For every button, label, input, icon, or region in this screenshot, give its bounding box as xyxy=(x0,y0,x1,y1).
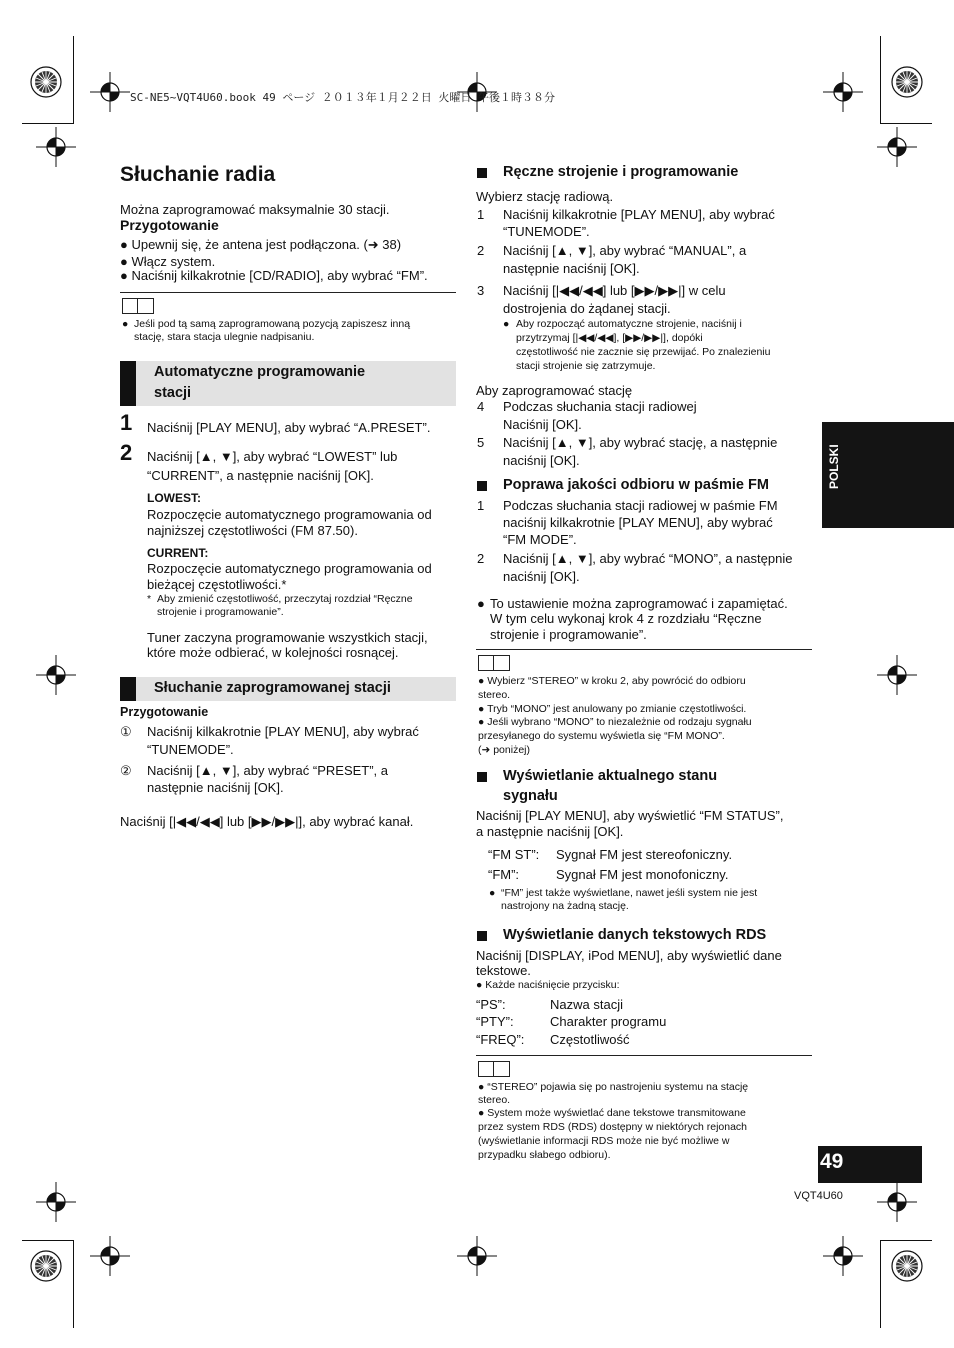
note-text: ● Każde naciśnięcie przycisku: xyxy=(476,979,620,991)
body-text: tekstowe. xyxy=(476,963,531,978)
prep-bullet: ● Upewnij się, że antena jest podłączona. (➜ 38) xyxy=(120,237,402,252)
step-number: 1 xyxy=(477,498,485,513)
note-text: ● Wybierz “STEREO” w kroku 2, aby powrócić do odbioru xyxy=(478,675,746,687)
rds-key: “PTY”: xyxy=(476,1014,514,1029)
subsection-heading: Wyświetlanie danych tekstowych RDS xyxy=(503,927,767,943)
note-text: stereo. xyxy=(478,1094,511,1106)
note-text: Aby rozpocząć automatyczne strojenie, naciśnij i xyxy=(516,318,742,330)
step-number: 4 xyxy=(477,399,485,414)
rds-key: “FREQ”: xyxy=(476,1032,525,1047)
step-text: Naciśnij [▲, ▼], aby wybrać stację, a następnie xyxy=(503,435,778,450)
step-text: naciśnij kilkakrotnie [PLAY MENU], aby wybrać xyxy=(503,515,773,530)
prep-heading: Przygotowanie xyxy=(120,217,219,233)
status-value: Sygnał FM jest monofoniczny. xyxy=(556,867,729,882)
divider xyxy=(476,649,812,650)
body-text: Naciśnij [DISPLAY, iPod MENU], aby wyświetlić dane xyxy=(476,948,782,963)
note-bullet: ● xyxy=(122,318,129,330)
subsection-heading: Poprawa jakości odbioru w paśmie FM xyxy=(503,477,769,493)
option-label: LOWEST: xyxy=(147,491,201,505)
footnote-text: Aby zmienić częstotliwość, przeczytaj rozdział “Ręczne xyxy=(157,593,413,605)
note-text: nastrojony na żadną stację. xyxy=(501,900,629,912)
tuner-text: Tuner zaczyna programowanie wszystkich stacji, xyxy=(147,630,428,645)
note-text: przypadku słabego odbioru). xyxy=(478,1149,611,1161)
step-text: Naciśnij kilkakrotnie [PLAY MENU], aby wybrać xyxy=(503,207,775,222)
section-bar xyxy=(120,677,136,701)
rds-value: Charakter programu xyxy=(550,1014,667,1029)
section-listen-preset xyxy=(120,677,456,701)
note-bullet: ● xyxy=(489,887,496,899)
heading-square-icon xyxy=(477,168,487,178)
status-key: “FM ST”: xyxy=(488,847,540,862)
language-tab-label xyxy=(827,469,841,489)
note-text: przez system RDS (RDS) dostępny w niektórych rejonach xyxy=(478,1121,748,1133)
heading-square-icon xyxy=(477,772,487,782)
note-bullet: ● xyxy=(503,318,510,330)
tuner-text: które może odbierać, w kolejności rosnącej. xyxy=(147,645,399,660)
body-text: Naciśnij [PLAY MENU], aby wyświetlić “FM STATUS”, xyxy=(476,808,784,823)
divider xyxy=(120,292,456,293)
note-text: ● “STEREO” pojawia się po nastrojeniu systemu na stację xyxy=(478,1081,749,1093)
step-text: Podczas słuchania stacji radiowej xyxy=(503,399,697,414)
subsection-heading: Ręczne strojenie i programowanie xyxy=(503,164,739,180)
note-text: przesyłanego do systemu wyświetla się “FM MONO”. xyxy=(478,730,725,742)
step-number: 2 xyxy=(477,243,485,258)
step-text: następnie naciśnij [OK]. xyxy=(147,780,284,795)
status-key: “FM”: xyxy=(488,867,520,882)
language-tab xyxy=(822,422,954,528)
step-text: Podczas słuchania stacji radiowej w paśmie FM xyxy=(503,498,778,513)
note-text: (➜ poniżej) xyxy=(478,744,530,756)
step-text: Naciśnij [▲, ▼], aby wybrać “PRESET”, a xyxy=(147,763,389,778)
note-text: stacji strojenie się zatrzymuje. xyxy=(516,360,656,372)
prep-heading: Przygotowanie xyxy=(120,705,209,719)
model-code: VQT4U60 xyxy=(794,1190,843,1202)
step-text: dostrojenia do żądanej stacji. xyxy=(503,301,671,316)
step-number: 1 xyxy=(120,410,133,435)
option-text: Rozpoczęcie automatycznego programowania od xyxy=(147,561,432,576)
tip-bullet: ● xyxy=(477,596,485,611)
body-text: a następnie naciśnij [OK]. xyxy=(476,824,624,839)
footnote-text: strojenie i programowanie”. xyxy=(157,606,284,618)
step-text: naciśnij [OK]. xyxy=(503,453,580,468)
channel-text: Naciśnij [|◀◀/◀◀] lub [▶▶/▶▶|], aby wybrać kanał. xyxy=(120,814,414,829)
step-number: 3 xyxy=(477,283,485,298)
step-text: Naciśnij [PLAY MENU], aby wybrać “A.PRESET”. xyxy=(147,420,431,435)
divider xyxy=(476,1055,812,1056)
tip-text: W tym celu wykonaj krok 4 z rozdziału “Ręczne xyxy=(490,611,762,626)
prep-bullet: ● Włącz system. xyxy=(120,254,216,269)
note-text: stację, stara stacja ulegnie nadpisaniu. xyxy=(134,331,315,343)
step-number: 2 xyxy=(120,440,133,465)
subsection-heading: Wyświetlanie aktualnego stanu xyxy=(503,768,718,784)
step-text: “TUNEMODE”. xyxy=(147,742,234,757)
step-text: Naciśnij [OK]. xyxy=(503,417,582,432)
status-value: Sygnał FM jest stereofoniczny. xyxy=(556,847,733,862)
book-header: SC-NE5~VQT4U60.book 49 ページ ２０１３年１月２２日 火曜日 午後１時３８分 xyxy=(130,91,555,104)
note-text: przytrzymaj [|◀◀/◀◀], [▶▶/▶▶|], dopóki xyxy=(516,332,703,344)
step-text: Naciśnij kilkakrotnie [PLAY MENU], aby wybrać xyxy=(147,724,419,739)
section-title: stacji xyxy=(154,385,192,401)
circled-number: ① xyxy=(120,724,132,739)
circled-number: ② xyxy=(120,763,132,778)
tip-text: strojenie i programowanie”. xyxy=(490,627,647,642)
tip-text: To ustawienie można zaprogramować i zapamiętać. xyxy=(490,596,788,611)
step-text: Naciśnij [▲, ▼], aby wybrać “MONO”, a następnie xyxy=(503,551,793,566)
step-number: 2 xyxy=(477,551,485,566)
section-title: Słuchanie zaprogramowanej stacji xyxy=(154,680,391,696)
subsection-heading: sygnału xyxy=(503,788,558,804)
note-text: ● System może wyświetlać dane tekstowe transmitowane xyxy=(478,1107,746,1119)
intro-text: Można zaprogramować maksymalnie 30 stacji. xyxy=(120,202,390,217)
note-text: (wyświetlanie informacji RDS może nie być możliwe w xyxy=(478,1135,730,1147)
note-text: stereo. xyxy=(478,689,511,701)
rds-key: “PS”: xyxy=(476,997,506,1012)
body-text: Wybierz stację radiową. xyxy=(476,189,614,204)
page-title: Słuchanie radia xyxy=(120,163,276,186)
note-book-icon xyxy=(478,655,510,671)
step-text: Naciśnij [▲, ▼], aby wybrać “LOWEST” lub xyxy=(147,449,398,464)
heading-square-icon xyxy=(477,481,487,491)
option-label: CURRENT: xyxy=(147,546,209,560)
section-auto-programming xyxy=(120,361,456,406)
step-text: “CURRENT”, a następnie naciśnij [OK]. xyxy=(147,468,374,483)
prep-bullet: ● Naciśnij kilkakrotnie [CD/RADIO], aby wybrać “FM”. xyxy=(120,268,428,283)
page-number: 49 xyxy=(820,1150,844,1173)
footnote-star: * xyxy=(147,593,152,605)
step-text: Naciśnij [▲, ▼], aby wybrać “MANUAL”, a xyxy=(503,243,747,258)
section-bar xyxy=(120,361,136,406)
option-text: bieżącej częstotliwości.* xyxy=(147,577,287,592)
step-text: następnie naciśnij [OK]. xyxy=(503,261,640,276)
option-text: najniższej częstotliwości (FM 87.50). xyxy=(147,523,358,538)
rds-value: Nazwa stacji xyxy=(550,997,623,1012)
note-book-icon xyxy=(478,1061,510,1077)
note-text: ● Jeśli wybrano “MONO” to niezależnie od rodzaju sygnału xyxy=(478,716,752,728)
rds-value: Częstotliwość xyxy=(550,1032,630,1047)
option-text: Rozpoczęcie automatycznego programowania od xyxy=(147,507,432,522)
note-text: Jeśli pod tą samą zaprogramowaną pozycją zapiszesz inną xyxy=(134,318,411,330)
note-text: częstotliwość nie zacznie się przewijać. Po znalezieniu xyxy=(516,346,771,358)
note-text: “FM” jest także wyświetlane, nawet jeśli system nie jest xyxy=(501,887,758,899)
heading-square-icon xyxy=(477,931,487,941)
note-book-icon xyxy=(122,298,154,314)
section-title: Automatyczne programowanie xyxy=(154,364,366,380)
step-text: Naciśnij [|◀◀/◀◀] lub [▶▶/▶▶|] w celu xyxy=(503,283,726,298)
step-number: 1 xyxy=(477,207,485,222)
body-text: Aby zaprogramować stację xyxy=(476,383,633,398)
step-number: 5 xyxy=(477,435,485,450)
step-text: naciśnij [OK]. xyxy=(503,569,580,584)
step-text: “FM MODE”. xyxy=(503,532,577,547)
note-text: ● Tryb “MONO” jest anulowany po zmianie częstotliwości. xyxy=(478,703,747,715)
step-text: “TUNEMODE”. xyxy=(503,224,590,239)
